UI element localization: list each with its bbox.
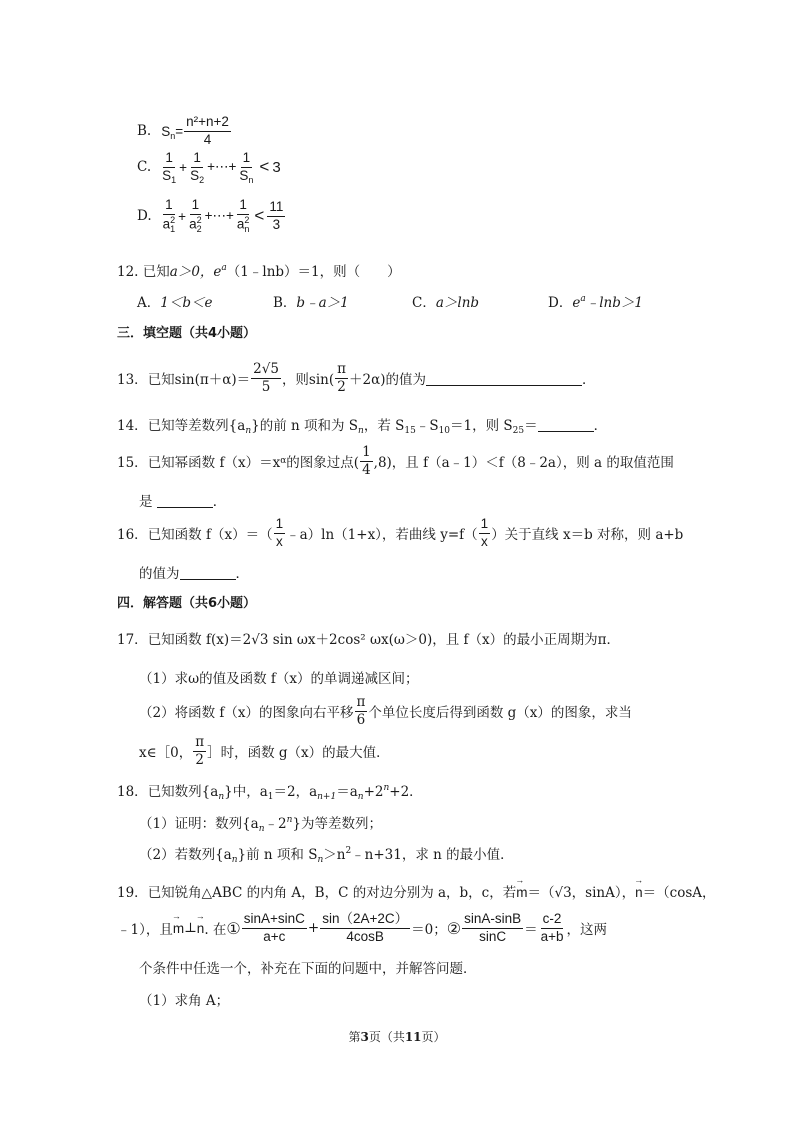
numerator: sinA-sinB	[462, 912, 523, 928]
denominator: a+c	[263, 928, 286, 944]
question-text: . 在	[204, 922, 227, 938]
period: ．	[593, 418, 608, 434]
numerator: 1	[274, 517, 286, 533]
exponent: n	[286, 815, 293, 825]
option-b	[137, 112, 232, 150]
subscript: 1	[171, 174, 177, 185]
question-19	[117, 881, 716, 901]
option-label: B.	[137, 123, 152, 139]
choice-d	[548, 291, 643, 311]
denominator: 5	[261, 378, 271, 395]
fraction	[360, 445, 373, 476]
choice-a	[137, 291, 212, 311]
denominator: 4	[362, 461, 371, 478]
fraction	[539, 912, 566, 943]
question-text: 已知sin(π＋α)＝	[147, 372, 251, 388]
less-than: <	[254, 206, 265, 225]
total-pages: 11	[404, 1030, 422, 1044]
choice-c	[412, 291, 479, 311]
equals: =	[175, 123, 184, 139]
question-text: ＋2α)的值为	[349, 372, 427, 388]
plus: +	[307, 920, 320, 936]
question-text: ，这两	[566, 922, 608, 938]
question-19-line2	[117, 906, 607, 950]
question-19-line3: 个条件中任选一个，补充在下面的问题中，并解答问题．	[139, 961, 477, 977]
answer-blank[interactable]	[157, 493, 213, 508]
subscript: n	[357, 792, 364, 802]
condition-1-marker: ①	[226, 918, 241, 938]
question-13	[117, 356, 596, 400]
question-text: ＝（√3，sinA），	[527, 885, 636, 901]
option-label: D.	[137, 208, 152, 224]
condition-2-marker: ②	[446, 918, 462, 938]
subscript: n	[170, 130, 176, 141]
subscript: n	[231, 855, 238, 865]
a-symbol: a	[189, 216, 197, 232]
question-text: （1）证明：数列{a	[139, 816, 259, 832]
plus: +	[178, 208, 187, 224]
question-18-part2	[139, 843, 514, 863]
answer-blank[interactable]	[538, 417, 594, 432]
question-text: ）关于直线 x＝b 对称，则 a+b	[491, 527, 684, 543]
denominator	[235, 215, 252, 234]
page-footer	[0, 1028, 794, 1045]
answer-blank[interactable]	[180, 565, 236, 580]
numerator: π	[337, 361, 347, 378]
question-number: 16．	[117, 527, 148, 543]
vector-m: → m	[173, 921, 184, 936]
question-text: ＝0；	[411, 922, 447, 938]
subscript: 2	[199, 174, 205, 185]
question-14	[117, 414, 607, 434]
question-15-line2	[139, 490, 226, 510]
question-number: 13．	[117, 372, 148, 388]
subscript: n	[317, 855, 324, 865]
period: ．	[235, 566, 249, 582]
period: ．	[582, 372, 596, 388]
question-text: 是	[139, 494, 153, 510]
numerator: 1	[163, 198, 175, 214]
question-18-part1	[139, 812, 382, 832]
option-d	[137, 193, 286, 239]
vector-n: → n	[197, 921, 205, 936]
formula-lhs	[161, 124, 183, 139]
subscript: 15	[404, 426, 416, 436]
denominator	[188, 168, 206, 183]
question-text: ＝2，a	[273, 784, 318, 800]
numerator: sinA+sinC	[242, 912, 307, 928]
question-17-part2	[139, 690, 632, 732]
numerator: π	[356, 694, 366, 711]
choice-text: b﹣a＞1	[296, 295, 349, 311]
question-12	[117, 260, 401, 280]
question-text: ﹣n+31，求 n 的最小值．	[351, 847, 514, 863]
square: 2	[196, 214, 202, 225]
denominator	[187, 215, 204, 234]
exponent: n	[383, 783, 390, 793]
numerator: 1	[241, 151, 253, 167]
question-16	[117, 512, 683, 554]
question-text: ＝	[524, 418, 538, 434]
numerator: c-2	[541, 912, 564, 928]
question-text: 已知等差数列{a	[147, 418, 246, 434]
question-text: ＞n	[323, 847, 346, 863]
denominator: 3	[272, 216, 281, 232]
fraction	[235, 198, 252, 233]
subscript: n+1	[317, 792, 337, 802]
perpendicular: ⊥	[184, 920, 197, 936]
question-17	[117, 628, 620, 648]
e-symbol: e	[213, 264, 222, 280]
denominator: 4cosB	[346, 928, 384, 944]
subscript: n	[248, 174, 254, 185]
numerator: 11	[267, 200, 285, 216]
question-text: ,8)，且 f（a﹣1）＜f（8﹣2a），则 a 的取值范围	[373, 455, 674, 471]
section-title: 三．填空题（共4小题）	[117, 326, 257, 341]
question-text: 已知幂函数 f（x）＝x	[147, 455, 281, 471]
question-number: 15．	[117, 455, 148, 471]
choice-text: 1＜b＜e	[160, 295, 213, 311]
question-number: 14．	[117, 418, 148, 434]
s-symbol: S	[239, 167, 249, 183]
numerator: 1	[163, 151, 175, 167]
exponent: a	[221, 263, 227, 273]
question-text: 的图象过点(	[286, 455, 360, 471]
question-text: 已知数列{a	[147, 784, 219, 800]
question-text: +2	[363, 784, 384, 800]
fraction	[184, 115, 231, 146]
choice-label: D．	[548, 295, 573, 311]
denominator: a+b	[540, 928, 564, 944]
question-text: ，若 S	[363, 418, 405, 434]
page-number: 3	[360, 1030, 369, 1044]
subscript: 2	[196, 223, 202, 234]
question-text: ，则sin(	[281, 372, 335, 388]
equals: ＝	[524, 922, 538, 938]
numerator: sin（2A+2C）	[320, 912, 410, 928]
vector-m: → m	[516, 885, 527, 900]
question-17-part1: （1）求ω的值及函数 f（x）的单调递减区间；	[139, 671, 419, 687]
subscript: n	[245, 426, 252, 436]
question-text: ﹣S	[415, 418, 439, 434]
option-c	[137, 147, 281, 187]
denominator: x	[275, 533, 283, 549]
question-text: }前 n 项和 S	[237, 847, 318, 863]
a-symbol: a	[236, 216, 245, 232]
denominator: 2	[337, 378, 346, 395]
period: ．	[212, 494, 227, 510]
question-text: ＝1，则 S	[450, 418, 513, 434]
denominator	[161, 215, 178, 234]
a-symbol: a	[162, 216, 171, 232]
option-label: C.	[137, 159, 152, 175]
subscript: 1	[170, 223, 176, 234]
subscript: 25	[512, 426, 525, 436]
question-text: 个单位长度后得到函数 g（x）的图象，求当	[368, 705, 632, 721]
question-text: （2）将函数 f（x）的图象向右平移	[139, 705, 354, 721]
denominator: 4	[203, 131, 212, 147]
subscript: n	[218, 792, 225, 802]
square: 2	[244, 214, 250, 225]
subscript: n	[358, 426, 364, 436]
question-text: 已知锐角△ABC 的内角 A，B，C 的对边分别为 a，b，c，若	[147, 885, 517, 901]
numerator: 1	[237, 198, 249, 214]
numerator: 2√5	[253, 361, 279, 378]
question-number: 19．	[117, 885, 148, 901]
question-text: （2）若数列{a	[139, 847, 232, 863]
fraction	[355, 695, 368, 726]
dots: +⋯+	[207, 159, 237, 174]
exponent: a	[580, 294, 586, 304]
question-16-line2	[139, 562, 249, 582]
subscript: 1	[267, 792, 274, 802]
subscript: n	[244, 223, 250, 234]
question-text: ﹣2	[264, 816, 287, 832]
fraction	[242, 912, 307, 943]
question-15: 15． 已知幂函数 f（x）＝x α 的图象过点( $\frac{1}{4}$ ,8)，且 f（a﹣1）＜f（8﹣2a），则 a 的取值范围	[117, 444, 674, 478]
footer-text: 页（共	[368, 1030, 405, 1044]
question-number: 12.	[117, 264, 139, 280]
question-text: ＝a	[336, 784, 358, 800]
question-text: }的前 n 项和为 S	[251, 418, 359, 434]
choice-text: a＞lnb	[435, 295, 480, 311]
condition: a＞0，	[169, 264, 214, 280]
question-text: ＝（cosA，	[642, 885, 716, 901]
numerator: 1	[190, 198, 202, 214]
footer-text: 页）	[421, 1030, 446, 1044]
numerator: π	[195, 734, 205, 751]
question-18	[117, 780, 423, 800]
denominator: 6	[356, 711, 366, 728]
vector-n: → n	[635, 885, 643, 900]
numerator: n²+n+2	[184, 115, 231, 131]
subscript: 10	[438, 426, 451, 436]
answer-blank[interactable]	[426, 371, 582, 386]
question-number: 17．	[117, 632, 148, 648]
fraction	[320, 912, 410, 943]
question-19-part1: （1）求角 A；	[139, 993, 230, 1009]
fraction	[160, 150, 178, 185]
question-number: 18．	[117, 784, 148, 800]
question-text: ］时，函数 g（x）的最大值．	[207, 745, 390, 761]
choice-b	[273, 291, 349, 311]
question-text: 的值为	[139, 566, 180, 582]
fraction	[188, 150, 206, 185]
numerator: 1	[191, 151, 203, 167]
choice-label: B．	[273, 295, 297, 311]
question-17-part2-line2	[139, 730, 390, 772]
question-text: }中，a	[224, 784, 268, 800]
rhs: 3	[272, 158, 281, 176]
plus: +	[179, 159, 188, 175]
fraction	[462, 912, 523, 943]
question-stem: 已知	[142, 264, 170, 280]
fraction	[251, 362, 281, 393]
numerator: 1	[479, 517, 491, 533]
denominator: 2	[195, 751, 204, 768]
fraction	[267, 200, 285, 231]
numerator: 1	[362, 444, 371, 461]
choice-label: C．	[412, 295, 436, 311]
fraction	[335, 362, 348, 393]
footer-text: 第	[348, 1030, 361, 1044]
denominator	[160, 168, 178, 183]
dots: +⋯+	[204, 208, 234, 223]
question-text: ﹣1），且	[117, 922, 173, 938]
question-text: x∈［0，	[139, 745, 193, 761]
condition: （1﹣lnb）＝1，则（ ）	[226, 264, 401, 280]
s-symbol: S	[190, 167, 200, 183]
question-text: }为等差数列；	[292, 816, 383, 832]
denominator: sinC	[479, 928, 507, 944]
question-text: ﹣a）ln（1+x），若曲线 y=f（	[286, 527, 478, 543]
denominator: x	[481, 533, 488, 549]
less-than: <	[259, 157, 270, 176]
choice-text: ﹣lnb＞1	[585, 295, 643, 311]
fraction	[237, 150, 255, 185]
question-text: 已知函数 f(x)＝2√3 sin ωx＋2cos² ωx(ω＞0)，且 f（x）的最小正周期为π．	[147, 632, 620, 648]
square: 2	[170, 214, 176, 225]
denominator	[237, 168, 255, 183]
exponent: 2	[345, 846, 352, 856]
fraction	[479, 517, 491, 548]
choice-label: A．	[137, 295, 161, 311]
fraction	[187, 198, 204, 233]
fraction	[161, 198, 178, 233]
fraction	[193, 735, 206, 766]
fraction	[274, 517, 286, 548]
subscript: n	[258, 824, 265, 834]
question-text: +2．	[389, 784, 423, 800]
question-text: 已知函数 f（x）＝（	[147, 527, 273, 543]
s-symbol: S	[161, 123, 171, 139]
section-title: 四．解答题（共6小题）	[117, 596, 257, 611]
e-symbol: e	[572, 295, 581, 311]
s-symbol: S	[162, 167, 172, 183]
